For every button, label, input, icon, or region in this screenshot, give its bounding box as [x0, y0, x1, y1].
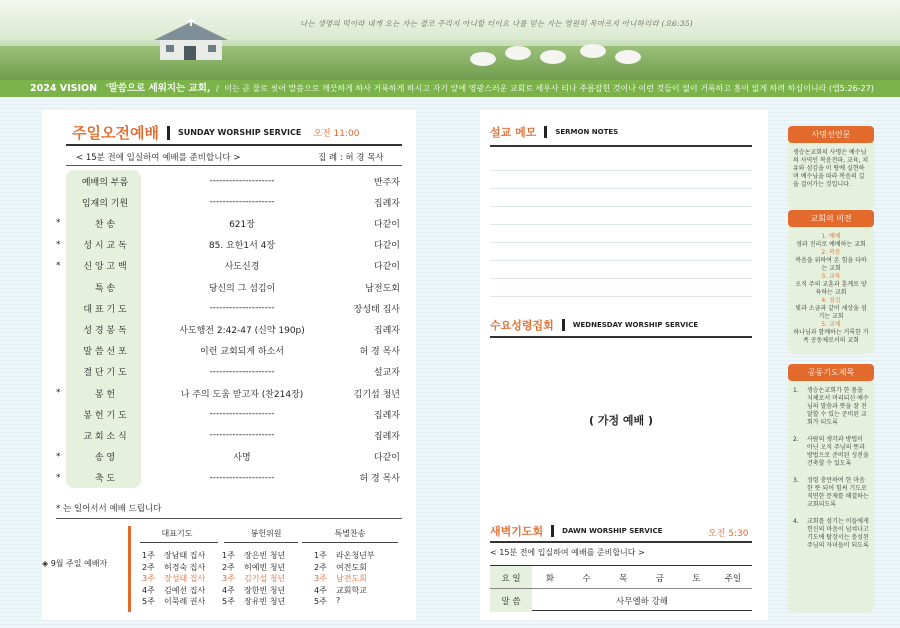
dawn-time: 오전 5:30: [708, 529, 749, 539]
order-item-name: 말 씀 선 포: [83, 347, 127, 358]
order-item-person: 집례자: [373, 431, 400, 442]
order-item-content: 이런 교회되게 하소서: [200, 347, 284, 358]
vision-item-title: 3. 교육: [821, 273, 841, 280]
duty-header-rule: [302, 542, 398, 543]
vision-item-text: 빛과 소금과 같이 세상을 섬기는 교회: [795, 305, 867, 320]
morning-title: [72, 122, 360, 143]
order-row: [52, 446, 402, 468]
order-row: [52, 212, 402, 234]
order-row: [52, 234, 402, 256]
header-banner: [0, 0, 900, 80]
duty-header-rule: [224, 542, 298, 543]
duty-name-prayer: 김예선 집사: [164, 585, 206, 595]
divider: [490, 145, 752, 147]
standing-marker: *: [56, 218, 61, 229]
duty-name-offering: 장은빈 청년: [244, 551, 286, 560]
order-item-person: 다같이: [373, 219, 400, 230]
memo-line: [490, 278, 752, 279]
order-item-content: --------------------: [209, 366, 275, 377]
duty-week: 3주: [222, 574, 235, 583]
order-item-content: 사명: [233, 453, 251, 464]
duty-week: 3주: [142, 574, 155, 583]
vision-label: 2024 VISION: [30, 83, 98, 94]
order-row: [52, 403, 402, 425]
vision-item-text: 복음을 위하여 온 힘을 다하는 교회: [795, 257, 867, 272]
prayer-text: 성령 충만하여 한 마음 한 뜻 되어 힘써 기도로 직면한 문제를 해결하는 교회되도록: [807, 477, 869, 508]
sheep-decoration: [615, 50, 641, 64]
order-row: [52, 318, 402, 340]
duty-name-prayer: 장남태 집사: [164, 551, 206, 560]
middle-card: [480, 110, 768, 620]
prayer-item: [793, 477, 869, 509]
vision-text: 이는 곧 물로 씻어 말씀으로 깨끗하게 하사 거룩하게 하시고 자기 앞에 영광스러운 교회로 세우사 티나 주름잡힌 것이나 이런 것들이 없이 거룩하고 흠이 없게 하려 하심이니라 (엡5:26-27): [224, 84, 874, 93]
vision-motto: '말씀으로 세워지는 교회,: [105, 83, 211, 94]
prayer-number: 2.: [793, 436, 799, 443]
order-row: [52, 191, 402, 213]
dawn-word: 사무엘하 강해: [616, 597, 668, 607]
divider: [490, 541, 752, 543]
duty-week: 5주: [222, 597, 235, 606]
wednesday-title: [490, 317, 698, 333]
memo-line: [490, 188, 752, 189]
vision-item-title: 5. 교제: [821, 321, 841, 328]
duty-week: 3주: [314, 574, 327, 583]
duty-label: ◈ 9월 주일 예배자: [42, 559, 108, 568]
duty-name-offering: 장유빈 청년: [244, 597, 286, 606]
morning-title-ko: 주일오전예배: [72, 124, 159, 142]
order-item-name: 예배의 부름: [81, 177, 129, 188]
duty-week: 2주: [142, 562, 155, 572]
prayer-number: 1.: [793, 387, 799, 394]
duty-week: 4주: [142, 585, 155, 595]
duty-name-offering: 김기섭 청년: [244, 574, 286, 583]
dawn-day-label: 요 일: [501, 574, 521, 584]
order-item-name: 찬 송: [94, 219, 116, 230]
banner-verse: 나는 생명의 떡이라 내게 오는 자는 결코 주리지 아니할 터이요 나를 믿는 자는 영원히 목마르지 아니하리라 (요6:35): [300, 19, 693, 28]
prayer-item: [793, 518, 869, 550]
order-item-name: 성 시 교 독: [83, 241, 127, 252]
morning-notice: < 15분 전에 입실하여 예배를 준비합니다 >: [76, 153, 241, 163]
divider: [66, 144, 402, 146]
church-illustration: [148, 18, 234, 60]
duty-week: 2주: [314, 562, 327, 572]
dawn-day: 금: [655, 574, 664, 584]
duty-name-offering: 허예빈 청년: [244, 562, 286, 572]
order-item-name: 봉 헌 기 도: [83, 410, 127, 421]
order-item-person: 집례자: [373, 198, 400, 209]
order-item-content: 나 주의 도움 받고자 (찬214장): [180, 389, 304, 400]
memo-line: [490, 260, 752, 261]
dawn-day: 주일: [724, 574, 742, 584]
dawn-day: 화: [545, 574, 555, 584]
order-item-content: --------------------: [209, 303, 275, 314]
dawn-word-label: 말 씀: [501, 597, 521, 607]
prayer-text: 사람의 생각과 방법이 아닌 오직 주님의 뜻과 방법으로 준비된 성전을 건축할 수 있도록: [807, 436, 869, 467]
order-item-content: --------------------: [209, 430, 275, 441]
dawn-table-rule: [490, 588, 752, 589]
divider: [66, 165, 402, 166]
duty-name-special: 라온청년부: [336, 551, 375, 560]
order-item-name: 교 회 소 식: [83, 431, 127, 442]
order-row: [52, 382, 402, 404]
dawn-day: 토: [692, 574, 701, 584]
banner-hill: [0, 46, 900, 80]
morning-time: 오전 11:00: [313, 129, 360, 139]
dawn-notice: < 15분 전에 입실하여 예배를 준비합니다 >: [490, 548, 645, 557]
order-item-name: 임재의 기원: [81, 198, 129, 209]
order-item-name: 봉 헌: [94, 389, 116, 400]
church-vision-title: 교회의 비전: [788, 210, 874, 227]
order-item-name: 대 표 기 도: [83, 304, 127, 315]
morning-title-en: SUNDAY WORSHIP SERVICE: [177, 128, 302, 137]
order-row: [52, 467, 402, 489]
vision-item-title: 1. 예배: [821, 233, 841, 240]
sheep-decoration: [470, 52, 496, 66]
order-row: [52, 424, 402, 446]
standing-marker: *: [56, 239, 61, 250]
order-item-name: 축 도: [94, 474, 116, 485]
prayer-text: 생승논교회가 한 몸을 지체로서 머리되신 예수님의 말씀과 뜻을 잘 전달할 수 있는 준비된 교회가 되도록: [807, 387, 869, 426]
vision-item-text: 하나님과 함께하는 거룩한 가족 공동체로서의 교회: [793, 329, 869, 344]
memo-line: [490, 242, 752, 243]
wednesday-title-ko: 수요성령집회: [490, 319, 554, 332]
order-item-content: --------------------: [209, 472, 275, 483]
order-item-person: 다같이: [373, 262, 400, 273]
prayer-topics-panel: [788, 364, 874, 613]
duty-header: 봉헌위원: [250, 529, 282, 538]
church-vision-list: [788, 227, 874, 351]
order-item-content: --------------------: [209, 409, 275, 420]
duty-name-special: ?: [336, 596, 341, 605]
order-row: [52, 255, 402, 277]
standing-marker: *: [56, 260, 61, 271]
mission-title: 사명선언문: [788, 126, 874, 143]
standing-marker: *: [56, 472, 61, 483]
prayer-item: [793, 436, 869, 468]
duty-week: 5주: [142, 597, 155, 606]
church-vision-panel: [788, 210, 874, 354]
prayer-item: [793, 387, 869, 427]
duty-header: 특별찬송: [334, 529, 366, 538]
duty-header-rule: [140, 542, 218, 543]
order-item-person: 장성태 집사: [353, 304, 400, 315]
duty-week: 4주: [314, 585, 327, 595]
standing-marker: *: [56, 451, 61, 462]
order-item-content: 당신의 그 섬김이: [208, 283, 276, 294]
vision-bar: 2024 VISION '말씀으로 세워지는 교회, / 이는 곧 물로 씻어 말씀으로 깨끗하게 하사 거룩하게 하시고 자기 앞에 영광스러운 교회로 세우사 티나 주름잡힌 것이나 이런 것들이 없이 거룩하고 흠이 없게 하려 하심이니라 (엡5:26-27): [0, 80, 900, 97]
prayer-number: 3.: [793, 477, 799, 484]
dawn-title-en: DAWN WORSHIP SERVICE: [562, 527, 663, 535]
duty-name-special: 남전도회: [336, 574, 367, 583]
vision-item-text: 오직 주의 교훈과 훈계로 양육하는 교회: [795, 281, 867, 296]
dawn-day: 목: [619, 574, 628, 584]
order-item-person: 다같이: [373, 453, 400, 464]
standing-footnote: * 는 일어서서 예배 드립니다: [56, 504, 162, 514]
duty-name-prayer: 이묵례 권사: [164, 597, 206, 606]
mission-body: 생승논교회의 사명은 예수님의 사역인 복음전파, 교육, 치유와 섬김을 이 땅에 실현하며 예수님을 따라 복음의 길을 걸어가는 것입니다.: [793, 149, 869, 188]
duty-header: 대표기도: [161, 529, 193, 538]
duty-week: 1주: [222, 551, 235, 560]
order-item-person: 다같이: [373, 241, 400, 252]
wednesday-title-en: WEDNESDAY WORSHIP SERVICE: [572, 321, 699, 329]
order-item-person: 반주자: [373, 177, 400, 188]
order-item-person: 김기섭 청년: [353, 389, 400, 400]
wednesday-body: ( 가정 예배 ): [588, 414, 654, 427]
divider: [56, 518, 402, 519]
order-item-content: --------------------: [209, 197, 275, 208]
dawn-day: 수: [582, 574, 591, 584]
memo-line: [490, 170, 752, 171]
order-item-content: 621장: [229, 219, 255, 230]
duty-week: 2주: [222, 562, 235, 572]
memo-line: [490, 296, 752, 297]
order-item-person: 설교자: [373, 368, 400, 379]
dawn-title-ko: 새벽기도회: [490, 525, 544, 538]
vision-item-text: 영과 진리로 예배하는 교회: [796, 241, 866, 248]
order-item-name: 성 경 봉 독: [83, 325, 127, 336]
order-row: [52, 170, 402, 192]
duty-name-special: 교회학교: [336, 585, 367, 595]
dawn-table: [490, 565, 752, 611]
prayer-text: 교회를 섬기는 이들에게 헌신의 마음이 넘쳐나고 기도에 탈장서는 충성된 주님의 자녀들이 되도록: [807, 518, 869, 549]
order-item-person: 집례자: [373, 410, 400, 421]
order-item-content: 85. 요한1서 4장: [208, 241, 276, 252]
vision-item-title: 4. 섬김: [821, 297, 841, 304]
order-item-name: 특 송: [94, 283, 116, 294]
sheep-decoration: [580, 44, 606, 58]
order-row: [52, 361, 402, 383]
order-item-content: 사도신경: [224, 262, 260, 273]
prayer-topics-list: [788, 381, 874, 565]
sheep-decoration: [540, 50, 566, 64]
duty-week: 4주: [222, 585, 235, 595]
duty-name-prayer: 장성태 집사: [164, 574, 206, 583]
memo-line: [490, 206, 752, 207]
vision-item-title: 2. 복음: [821, 249, 841, 256]
duty-name-prayer: 허경숙 집사: [164, 562, 206, 572]
dawn-title: [490, 523, 662, 539]
morning-leader: 집 례 : 허 경 목사: [318, 153, 384, 163]
order-item-person: 허 경 목사: [359, 347, 400, 358]
order-row: [52, 340, 402, 362]
prayer-number: 4.: [793, 518, 799, 525]
sermon-title: [490, 124, 618, 140]
duty-accent-line: [128, 526, 131, 612]
sheep-decoration: [505, 46, 531, 60]
order-item-content: --------------------: [209, 176, 275, 186]
duty-week: 5주: [314, 597, 327, 606]
order-row: [52, 297, 402, 319]
order-item-person: 집례자: [373, 325, 400, 336]
prayer-topics-title: 공동기도제목: [788, 364, 874, 381]
memo-line: [490, 224, 752, 225]
order-item-name: 송 영: [94, 453, 116, 464]
standing-marker: *: [56, 388, 61, 398]
sermon-title-ko: 설교 메모: [490, 126, 537, 139]
duty-name-offering: 장한빈 청년: [244, 585, 286, 595]
duty-week: 1주: [314, 551, 327, 560]
duty-week: 1주: [142, 551, 155, 560]
order-row: [52, 276, 402, 298]
mission-panel: [788, 126, 874, 210]
order-item-name: 신 앙 고 백: [83, 262, 127, 273]
sermon-title-en: SERMON NOTES: [555, 128, 619, 136]
order-item-content: 사도행전 2:42-47 (신약 190p): [179, 325, 305, 336]
order-item-person: 허 경 목사: [359, 474, 400, 485]
duty-name-special: 여전도회: [336, 562, 367, 572]
order-item-person: 남전도회: [365, 283, 400, 294]
divider: [490, 336, 752, 338]
order-item-name: 결 단 기 도: [83, 368, 127, 379]
